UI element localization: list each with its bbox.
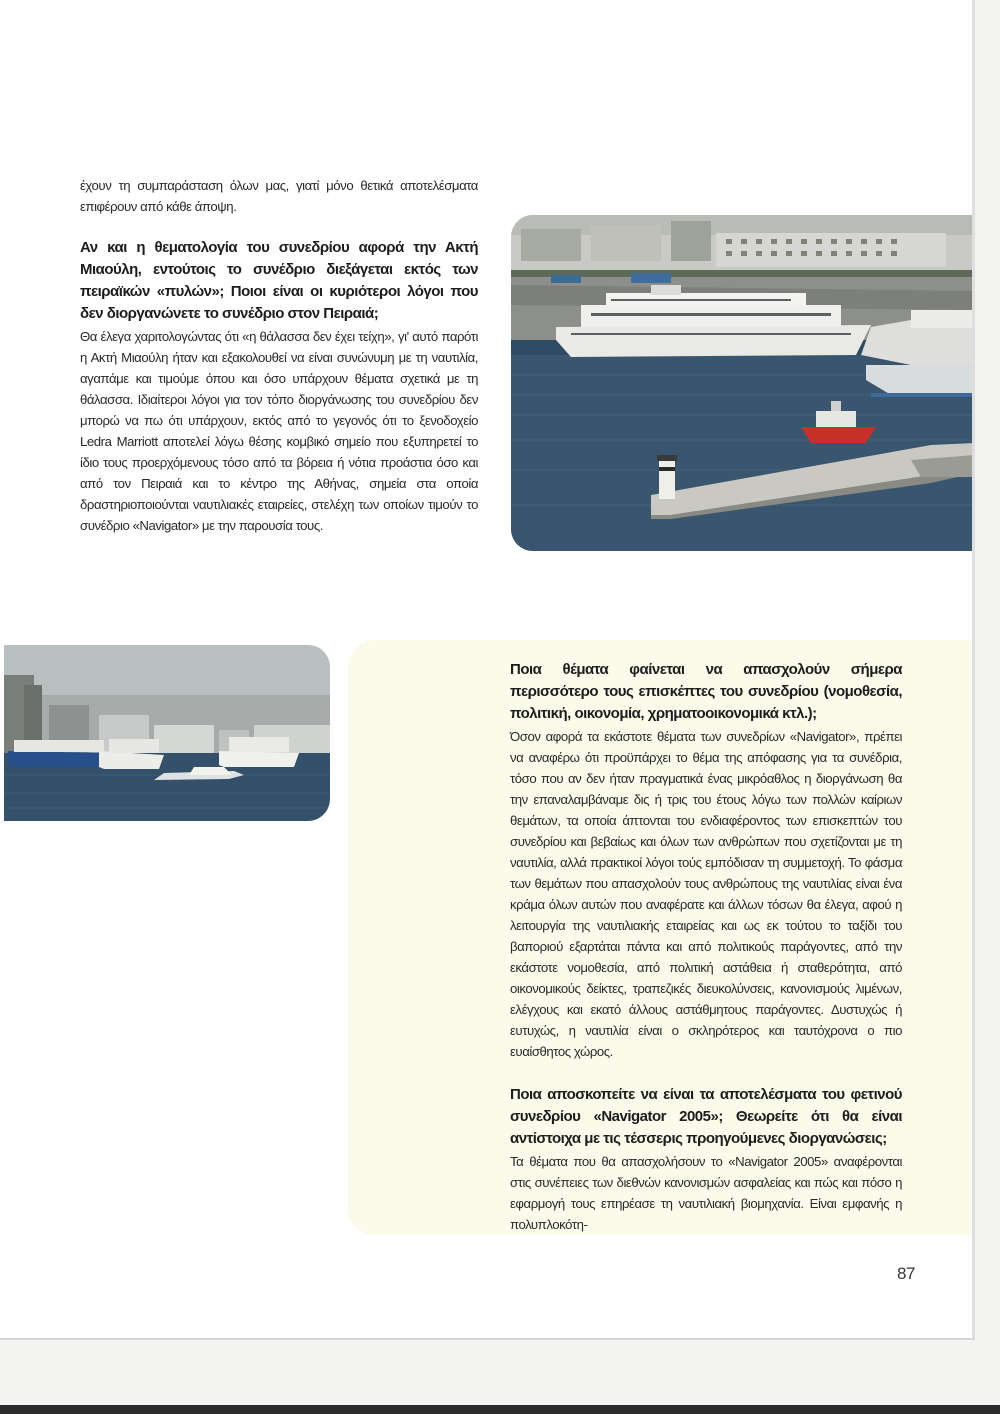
scanner-edge-bar — [0, 1405, 1000, 1414]
interview-question-piraeus: Αν και η θεματολογία του συνεδρίου αφορά την Ακτή Μιαούλη, εντούτοις το συνέδριο διεξάγεται εκτός των πειραϊκών «πυλών»; Ποιοι είναι οι κυριότεροι λόγοι που δεν διοργανώνετε το συνέδριο στον Πειραιά; — [80, 239, 478, 322]
right-text-column — [510, 659, 902, 1235]
page-edge-right — [972, 0, 975, 1340]
interview-answer-topics: Όσον αφορά τα εκάστοτε θέματα των συνεδρίων «Navigator», πρέπει να αναφέρω ότι προϋπάρχει το θέμα της απόφασης για τα συνέδρια, τόσο που αν δεν ήταν πραγματικά ένας μικρόαθλος η διοργάνωση θα την επαναλαμβάναμε δις ή τρις του έτους λόγω των πολλών καίριων θεμάτων, τα οποία άπτονται του ενδιαφέροντος των επισκεπτών του συνεδρίου και βεβαίως και όλων των ανθρώπων που σχετίζονται με τη ναυτιλία, αλλά πρακτικοί λόγοι τούς εμπόδισαν τη συμμετοχή. Το φάσμα των θεμάτων που απασχολούν τους ανθρώπους της ναυτιλίας είναι ένα κράμα όλων αυτών που αναφέρατε και άλλων τόσων θα έλεγα, αφού η λειτουργία της ναυτιλιακής εταιρείας και ως εκ τούτου το ταξίδι του βαποριού εξαρτάται πάντα και από πολιτικούς παράγοντες, από την εκάστοτε νομοθεσία, από πολιτική αστάθεια ή σταθερότητα, από οικονομικούς δείκτες, τραπεζικές διευκολύνσεις, κανονισμούς λιμένων, ελέγχους και εκατό άλλους αστάθμητους παράγοντες. Δυστυχώς ή ευτυχώς, η ναυτιλία είναι ο σκληρότερος και ταυτόχρονα ο πιο ευαίσθητος χώρος. — [510, 729, 902, 1059]
left-text-column — [80, 175, 478, 536]
page-edge-bottom — [0, 1338, 975, 1340]
photo-harbour-ferries — [4, 645, 330, 821]
interview-question-topics: Ποια θέματα φαίνεται να απασχολούν σήμερα περισσότερο τους επισκέπτες του συνεδρίου (νομοθεσία, πολιτική, οικονομία, χρηματοοικονομικά κτλ.); — [510, 661, 902, 722]
intro-paragraph: έχουν τη συμπαράσταση όλων μας, γιατί μόνο θετικά αποτελέσματα επιφέρουν από κάθε άποψη. — [80, 178, 478, 214]
photo-piraeus-port-cruise-ship — [511, 215, 975, 551]
interview-question-results: Ποια αποσκοπείτε να είναι τα αποτελέσματα του φετινού συνεδρίου «Navigator 2005»; Θεωρείτε ότι θα είναι αντίστοιχα με τις τέσσερις προηγούμενες διοργανώσεις; — [510, 1086, 902, 1147]
page-number: 87 — [897, 1264, 915, 1283]
interview-answer-piraeus: Θα έλεγα χαριτολογώντας ότι «η θάλασσα δεν έχει τείχη», γι' αυτό παρότι η Ακτή Μιαούλη ήταν και εξακολουθεί να είναι συνώνυμη με τη ναυτιλία, αγαπάμε και τιμούμε όπου και όσο υπάρχουν θέματα σχετικά με τη θάλασσα. Ιδιαίτεροι λόγοι για τον τόπο διοργάνωσης του συνεδρίου δεν μπορώ να πω ότι υπάρχουν, εκτός από το γεγονός ότι το ξενοδοχείο Ledra Marriott αποτελεί λόγω θέσης κομβικό σημείο που εξυπηρετεί το ίδιο τους προερχόμενους τόσο από τα βόρεια ή νότια προάστια όσο και από τον Πειραιά και το κέντρο της Αθήνας, σημεία στα οποία δραστηριοποιούνται ναυτιλιακές εταιρείες, στελέχη των οποίων τιμούν το συνέδριο «Navigator» με την παρουσία τους. — [80, 329, 478, 533]
interview-answer-results: Τα θέματα που θα απασχολήσουν το «Navigator 2005» αναφέρονται στις συνέπειες των διεθνών κανονισμών ασφαλείας και πώς και πόσο η εφαρμογή τους επηρέασε τη ναυτιλιακή βιομηχανία. Είναι εμφανής η πολυπλοκότη- — [510, 1154, 902, 1232]
